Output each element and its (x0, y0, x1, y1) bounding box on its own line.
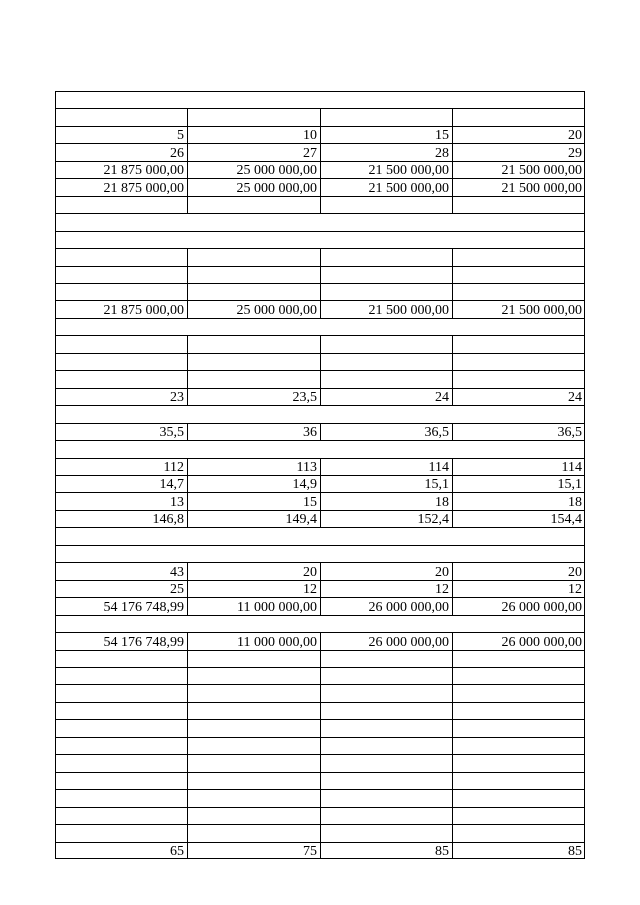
table-row (55, 824, 585, 841)
table-row (55, 108, 585, 125)
table-cell (320, 737, 452, 754)
table-cell (187, 684, 320, 701)
table-cell (320, 266, 452, 283)
table-cell: 54 176 748,99 (103, 634, 184, 650)
table-cell (55, 667, 187, 684)
table-cell (187, 702, 320, 719)
table-row (55, 597, 585, 614)
table-cell (187, 719, 320, 736)
table-cell (187, 353, 320, 370)
table-cell (320, 370, 452, 387)
table-cell (55, 807, 187, 824)
table-row (55, 423, 585, 440)
table-row (55, 283, 585, 300)
table-cell: 35,5 (159, 425, 184, 441)
table-cell: 14,7 (159, 477, 184, 493)
table-cell: 114 (428, 459, 449, 475)
table-cell: 12 (303, 582, 317, 598)
table-cell: 14,9 (292, 477, 317, 493)
table-cell: 23 (170, 390, 184, 406)
table-cell (187, 789, 320, 806)
table-cell (452, 370, 585, 387)
table-row (55, 492, 585, 509)
table-cell (187, 737, 320, 754)
table-cell (55, 737, 187, 754)
table-row (55, 737, 585, 754)
table-row (55, 405, 585, 422)
table-cell (187, 370, 320, 387)
table-cell: 21 500 000,00 (501, 163, 582, 179)
table-cell (187, 335, 320, 352)
table-cell: 18 (435, 494, 449, 510)
table-row (55, 475, 585, 492)
table-cell (187, 667, 320, 684)
table-cell (187, 196, 320, 213)
table-cell: 29 (568, 145, 582, 161)
table-cell: 10 (303, 128, 317, 144)
table-cell: 15,1 (557, 477, 582, 493)
table-cell: 26 000 000,00 (368, 599, 449, 615)
table-row (55, 388, 585, 405)
spreadsheet-table (55, 91, 585, 859)
table-cell (55, 248, 187, 265)
table-cell: 21 875 000,00 (103, 163, 184, 179)
table-cell: 21 500 000,00 (501, 180, 582, 196)
table-cell (452, 353, 585, 370)
table-cell: 85 (568, 843, 582, 859)
table-cell: 15,1 (424, 477, 449, 493)
table-cell (452, 737, 585, 754)
table-row (55, 684, 585, 701)
table-cell (55, 824, 187, 841)
table-cell: 20 (568, 128, 582, 144)
table-cell (55, 650, 187, 667)
table-cell (55, 702, 187, 719)
table-cell: 25 000 000,00 (236, 302, 317, 318)
table-row (55, 231, 585, 248)
table-cell (187, 266, 320, 283)
table-cell: 113 (296, 459, 317, 475)
table-cell (452, 824, 585, 841)
table-cell: 12 (435, 582, 449, 598)
table-cell (452, 702, 585, 719)
table-row (55, 510, 585, 527)
table-row (55, 248, 585, 265)
table-cell: 21 875 000,00 (103, 302, 184, 318)
table-cell (452, 108, 585, 125)
table-cell: 112 (163, 459, 184, 475)
table-row (55, 458, 585, 475)
table-cell: 152,4 (417, 512, 449, 528)
table-cell (320, 719, 452, 736)
table-cell: 26 000 000,00 (368, 634, 449, 650)
table-cell: 21 500 000,00 (368, 163, 449, 179)
table-row (55, 562, 585, 579)
table-cell (187, 754, 320, 771)
table-row (55, 632, 585, 649)
table-cell: 24 (568, 390, 582, 406)
table-row (55, 772, 585, 789)
table-row (55, 807, 585, 824)
table-cell: 20 (435, 564, 449, 580)
table-cell (187, 108, 320, 125)
table-cell (55, 108, 187, 125)
table-cell (55, 772, 187, 789)
table-cell (187, 772, 320, 789)
table-cell (55, 789, 187, 806)
table-cell (452, 772, 585, 789)
table-row (55, 440, 585, 457)
table-cell (55, 719, 187, 736)
table-row (55, 91, 585, 108)
table-cell (320, 789, 452, 806)
table-cell (452, 807, 585, 824)
table-cell: 21 875 000,00 (103, 180, 184, 196)
table-cell (452, 266, 585, 283)
table-cell: 21 500 000,00 (368, 302, 449, 318)
table-cell (55, 754, 187, 771)
table-cell (320, 650, 452, 667)
table-cell: 15 (303, 494, 317, 510)
table-cell (452, 667, 585, 684)
table-cell: 23,5 (292, 390, 317, 406)
table-cell: 25 000 000,00 (236, 180, 317, 196)
table-row (55, 353, 585, 370)
table-cell (320, 667, 452, 684)
table-cell (55, 335, 187, 352)
table-cell: 149,4 (285, 512, 317, 528)
table-cell (320, 684, 452, 701)
table-row (55, 719, 585, 736)
table-cell (452, 789, 585, 806)
table-cell (55, 266, 187, 283)
table-row (55, 300, 585, 317)
table-cell (320, 283, 452, 300)
table-row (55, 196, 585, 213)
table-cell: 21 500 000,00 (368, 180, 449, 196)
table-cell: 28 (435, 145, 449, 161)
table-cell: 36 (303, 425, 317, 441)
table-cell: 26 000 000,00 (501, 599, 582, 615)
table-cell (187, 650, 320, 667)
table-row (55, 842, 585, 859)
table-row (55, 527, 585, 544)
table-row (55, 580, 585, 597)
table-cell: 26 000 000,00 (501, 634, 582, 650)
table-cell (187, 824, 320, 841)
table-row (55, 650, 585, 667)
table-cell: 43 (170, 564, 184, 580)
table-cell (55, 370, 187, 387)
table-row (55, 213, 585, 230)
table-cell (452, 650, 585, 667)
table-cell: 54 176 748,99 (103, 599, 184, 615)
table-cell: 36,5 (424, 425, 449, 441)
table-row (55, 545, 585, 562)
table-cell: 20 (303, 564, 317, 580)
table-cell: 146,8 (152, 512, 184, 528)
table-cell: 18 (568, 494, 582, 510)
table-cell (320, 335, 452, 352)
table-cell: 154,4 (550, 512, 582, 528)
table-cell (452, 248, 585, 265)
table-cell: 114 (561, 459, 582, 475)
table-cell (55, 196, 187, 213)
table-cell (187, 248, 320, 265)
table-cell (320, 353, 452, 370)
table-cell (55, 684, 187, 701)
table-cell: 25 000 000,00 (236, 163, 317, 179)
table-cell: 5 (177, 128, 184, 144)
table-cell (187, 807, 320, 824)
table-cell (452, 335, 585, 352)
table-cell (452, 196, 585, 213)
table-cell: 20 (568, 564, 582, 580)
table-row (55, 615, 585, 632)
table-cell (320, 196, 452, 213)
table-row (55, 789, 585, 806)
table-row (55, 126, 585, 143)
table-row (55, 266, 585, 283)
table-row (55, 178, 585, 195)
table-cell: 24 (435, 390, 449, 406)
table-cell: 65 (170, 843, 184, 859)
table-cell (320, 248, 452, 265)
table-cell: 85 (435, 843, 449, 859)
table-cell: 15 (435, 128, 449, 144)
table-cell (452, 684, 585, 701)
table-row (55, 667, 585, 684)
table-cell: 27 (303, 145, 317, 161)
table-cell (320, 824, 452, 841)
table-row (55, 702, 585, 719)
table-cell: 12 (568, 582, 582, 598)
table-cell (55, 353, 187, 370)
table-cell (452, 719, 585, 736)
table-cell: 21 500 000,00 (501, 302, 582, 318)
table-cell (320, 772, 452, 789)
table-cell: 75 (303, 843, 317, 859)
table-cell: 36,5 (557, 425, 582, 441)
table-cell (320, 702, 452, 719)
table-cell: 25 (170, 582, 184, 598)
table-cell (452, 754, 585, 771)
table-cell (320, 108, 452, 125)
table-row (55, 370, 585, 387)
table-cell: 11 000 000,00 (237, 634, 317, 650)
table-cell: 13 (170, 494, 184, 510)
table-cell (452, 283, 585, 300)
table-bottom-border (55, 858, 585, 859)
table-cell (320, 754, 452, 771)
table-cell: 11 000 000,00 (237, 599, 317, 615)
table-cell: 26 (170, 145, 184, 161)
table-cell (187, 283, 320, 300)
table-cell (55, 283, 187, 300)
table-row (55, 318, 585, 335)
table-row (55, 143, 585, 160)
table-row (55, 754, 585, 771)
table-cell (320, 807, 452, 824)
table-row (55, 335, 585, 352)
table-row (55, 161, 585, 178)
